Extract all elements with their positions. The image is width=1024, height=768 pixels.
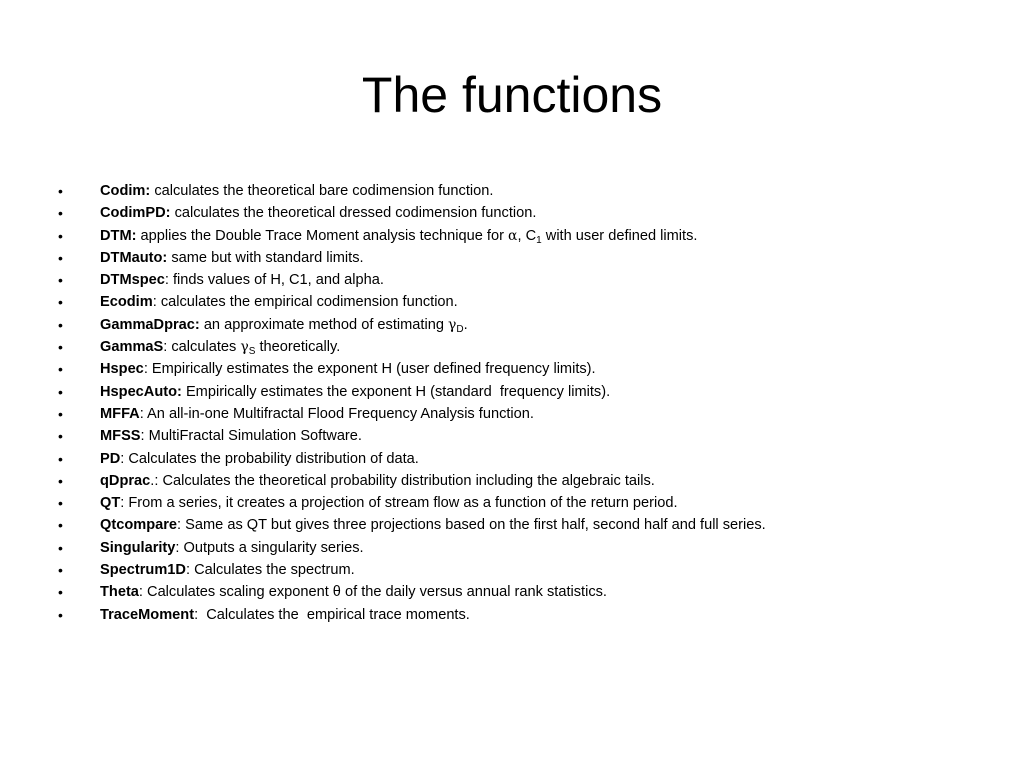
subscript: D (456, 323, 464, 335)
list-item-text (100, 269, 384, 291)
list-item-text (100, 514, 766, 536)
bullet-icon: • (58, 249, 63, 266)
bullet-icon: • (58, 183, 63, 199)
function-name: Spectrum1D (100, 562, 186, 579)
bullet-icon: • (58, 495, 63, 512)
list-item (58, 381, 988, 403)
function-name: GammaDprac: (100, 316, 200, 333)
list-item (58, 180, 988, 202)
function-description: calculates the theoretical bare codimension function. (150, 183, 494, 199)
list-item-text (100, 314, 468, 338)
function-description: : Calculates the probability distribution of data. (120, 450, 419, 467)
list-item (58, 403, 988, 425)
list-item-text (100, 537, 364, 559)
list-item (58, 425, 988, 447)
list-item-text (100, 448, 419, 470)
list-item-text (100, 403, 534, 425)
list-item (58, 269, 988, 291)
bullet-icon: • (58, 517, 63, 534)
function-description: .: Calculates the theoretical probability distribution including the algebraic tails. (150, 472, 655, 489)
bullet-icon: • (58, 584, 63, 601)
bullet-icon: • (58, 428, 63, 445)
list-item-text (100, 425, 362, 447)
list-item (58, 225, 988, 247)
bullet-icon: • (58, 316, 63, 333)
bullet-icon: • (58, 294, 63, 311)
bullet-icon: • (58, 205, 63, 222)
gamma-symbol: γ (448, 316, 457, 333)
list-item (58, 514, 988, 536)
list-item (58, 492, 988, 514)
list-item-text (100, 492, 678, 514)
function-name: DTMspec (100, 272, 165, 289)
function-description: , C (517, 227, 537, 244)
bullet-icon: • (58, 272, 63, 289)
bullet-icon: • (58, 339, 63, 356)
list-item-text (100, 291, 458, 313)
function-description: : An all-in-one Multifractal Flood Frequency Analysis function. (139, 405, 534, 422)
function-description: : MultiFractal Simulation Software. (140, 428, 362, 445)
list-item (58, 559, 988, 581)
bullet-icon: • (58, 472, 63, 489)
list-item-text (100, 247, 364, 269)
list-item-text (100, 180, 493, 202)
list-item-text (100, 225, 697, 249)
function-description: : Empirically estimates the exponent H (user defined frequency limits). (143, 361, 596, 378)
function-name: CodimPD: (100, 205, 171, 222)
bullet-icon: • (58, 361, 63, 378)
function-description: same but with standard limits. (167, 249, 364, 266)
list-item-text (100, 604, 470, 626)
function-name: DTMauto: (100, 249, 168, 266)
subscript: 1 (536, 234, 542, 246)
function-description: : Outputs a singularity series. (175, 539, 364, 556)
bullet-icon: • (58, 405, 63, 422)
function-name: Theta (100, 584, 139, 601)
list-item (58, 247, 988, 269)
function-name: MFFA (100, 405, 140, 422)
function-name: Hspec (100, 361, 144, 378)
subscript: S (248, 346, 256, 358)
list-item (58, 448, 988, 470)
function-description: an approximate method of estimating (199, 316, 448, 333)
function-description: Empirically estimates the exponent H (standard frequency limits). (181, 383, 611, 400)
function-description: . (463, 316, 468, 333)
function-name: HspecAuto: (100, 383, 182, 400)
list-item-text (100, 381, 610, 403)
bullet-icon: • (58, 562, 63, 579)
function-name: Qtcompare (100, 517, 178, 534)
bullet-icon: • (58, 383, 63, 400)
function-description: : From a series, it creates a projection of stream flow as a function of the return period. (120, 495, 678, 512)
list-item-text (100, 336, 340, 360)
function-name: TraceMoment (100, 606, 195, 623)
function-list (58, 180, 988, 626)
function-name: Codim: (100, 183, 151, 199)
function-name: DTM: (100, 227, 137, 244)
slide-title: The functions (361, 67, 663, 123)
list-item (58, 537, 988, 559)
function-name: Singularity (100, 539, 176, 556)
list-item (58, 358, 988, 380)
function-name: MFSS (100, 428, 141, 445)
function-description: : calculates (163, 339, 241, 356)
function-name: Ecodim (100, 294, 153, 311)
function-description: calculates the theoretical dressed codimension function. (170, 205, 537, 222)
gamma-symbol: γ (240, 339, 249, 356)
list-item-text (100, 559, 355, 581)
list-item-text (100, 470, 655, 492)
bullet-icon: • (58, 450, 63, 467)
list-item (58, 291, 988, 313)
list-item-text (100, 358, 596, 380)
list-item (58, 581, 988, 603)
function-name: PD (100, 450, 121, 467)
bullet-icon: • (58, 539, 63, 556)
function-description: : Same as QT but gives three projections based on the first half, second half and full series. (177, 517, 766, 534)
list-item (58, 202, 988, 224)
function-description: theoretically. (255, 339, 341, 356)
function-description: with user defined limits. (541, 227, 698, 244)
list-item-text (100, 202, 536, 224)
function-name: QT (100, 495, 121, 512)
bullet-icon: • (58, 227, 63, 244)
function-description: applies the Double Trace Moment analysis technique for (136, 227, 509, 244)
function-description: : Calculates scaling exponent θ of the daily versus annual rank statistics. (138, 584, 607, 601)
function-description: : finds values of H, C1, and alpha. (164, 272, 384, 289)
alpha-symbol: α (508, 227, 518, 244)
list-item (58, 314, 988, 336)
bullet-icon: • (58, 606, 63, 623)
function-description: : Calculates the spectrum. (185, 562, 355, 579)
list-item (58, 336, 988, 358)
list-item (58, 604, 988, 626)
function-description: : Calculates the empirical trace moments. (194, 606, 470, 623)
function-description: : calculates the empirical codimension function. (152, 294, 458, 311)
function-name: GammaS (100, 339, 164, 356)
list-item-text (100, 581, 607, 603)
list-item (58, 470, 988, 492)
function-name: qDprac (100, 472, 151, 489)
